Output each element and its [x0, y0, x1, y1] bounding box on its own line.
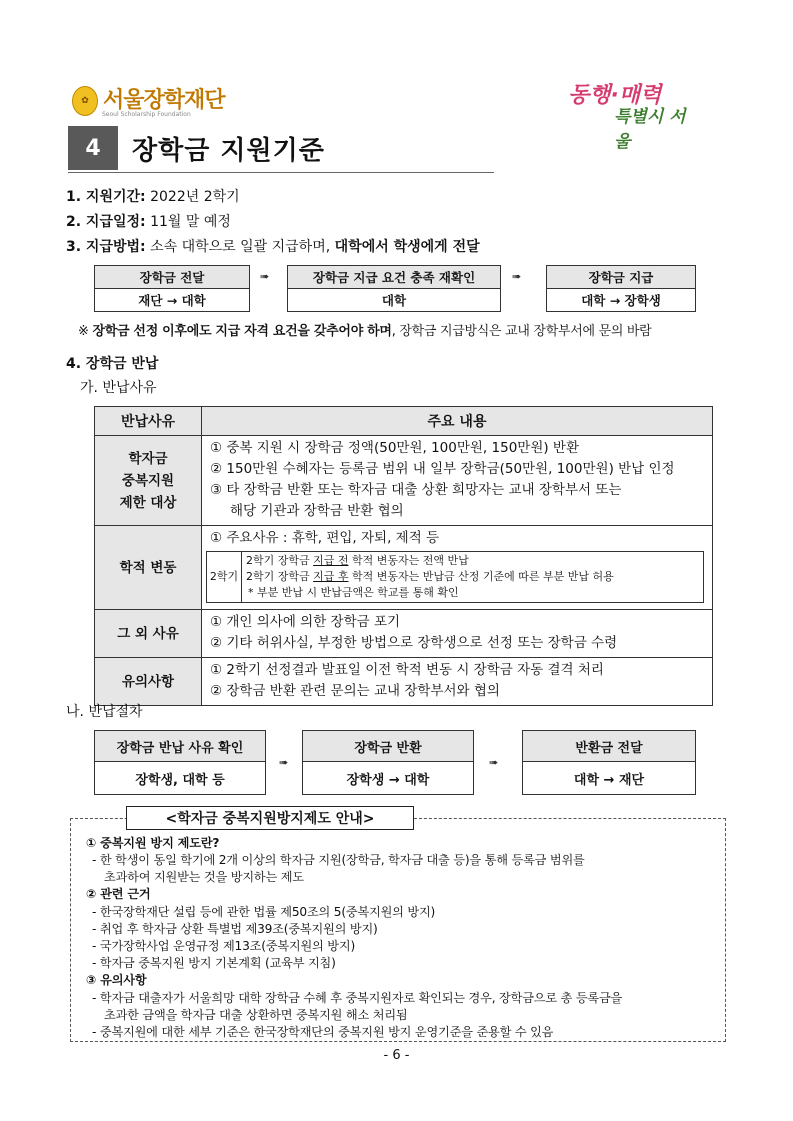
flow-arrow-icon: ➠ — [512, 270, 522, 283]
table-header-row — [95, 407, 713, 436]
content-line: ② 기타 허위사실, 부정한 방법으로 장학생으로 선정 또는 장학금 수령 — [210, 635, 618, 651]
flow2-step-1 — [94, 730, 266, 795]
notice-line: - 한 학생이 동일 학기에 2개 이상의 학자금 지원(장학금, 학자금 대출 등)을 통해 등록금 범위를 — [92, 853, 585, 867]
content-line: ② 장학금 반환 관련 문의는 교내 장학부서와 협의 — [210, 683, 500, 699]
flow-arrow-icon: ➠ — [279, 756, 289, 769]
foundation-emblem-icon: ✿ — [72, 86, 98, 116]
sub-box-text — [242, 552, 618, 602]
flow-step-title: 장학금 반환 — [303, 731, 473, 762]
flow-step-detail: 장학생, 대학 등 — [135, 772, 225, 788]
flow-step-detail: 장학생 → 대학 — [346, 772, 430, 788]
text: 학적 변동자는 전액 반납 — [348, 554, 469, 567]
text: 2학기 장학금 — [246, 570, 314, 583]
flow1-step-1 — [94, 265, 250, 312]
row-content — [202, 526, 713, 610]
item-support-period — [66, 186, 240, 206]
row-content — [202, 610, 713, 658]
underlined-text: 지급 후 — [313, 570, 349, 583]
content-line: ① 개인 의사에 의한 장학금 포기 — [210, 614, 401, 630]
refund-reason-subheading: 가. 반납사유 — [80, 380, 157, 396]
text: 2학기 장학금 — [246, 554, 314, 567]
seoul-city-logo — [568, 78, 688, 152]
sub-line — [246, 569, 614, 585]
row-content — [202, 658, 713, 706]
content-line: ① 중복 지원 시 장학금 정액(50만원, 100만원, 150만원) 반환 — [210, 440, 579, 456]
flow-step-detail: 대학 → 재단 — [573, 772, 645, 788]
item-label: 3. 지급방법: — [66, 239, 146, 255]
row-category: 그 외 사유 — [95, 610, 202, 658]
item-label: 1. 지원기간: — [66, 189, 146, 205]
notice-line: - 한국장학재단 설립 등에 관한 법률 제50조의 5(중복지원의 방지) — [92, 905, 436, 919]
table-row — [95, 658, 713, 706]
notice-line: 초과한 금액을 학자금 대출 상환하면 중복지원 해소 처리됨 — [104, 1008, 408, 1022]
row-category: 학자금 중복지원 제한 대상 — [95, 436, 202, 526]
notice-line: - 취업 후 학자금 상환 특별법 제39조(중복지원의 방지) — [92, 922, 378, 936]
notice-line: - 학자금 대출자가 서울희망 대학 장학금 수혜 후 중복지원자로 확인되는 경우, 장학금으로 총 등록금을 — [92, 991, 623, 1005]
item-value: 11월 말 예정 — [150, 214, 231, 230]
table-row — [95, 526, 713, 610]
flow-step-title: 반환금 전달 — [523, 731, 695, 762]
item-value: 2022년 2학기 — [150, 189, 240, 205]
payment-note — [78, 320, 651, 339]
row-content — [202, 436, 713, 526]
row-category: 유의사항 — [95, 658, 202, 706]
flow2-step-3 — [522, 730, 696, 795]
semester-sub-box — [206, 551, 704, 603]
content-line: 해당 기관과 장학금 반환 협의 — [230, 503, 404, 519]
flow-arrow-icon: ➠ — [260, 270, 270, 283]
page-number: - 6 - — [383, 1048, 410, 1063]
notice-title: <학자금 중복지원방지제도 안내> — [126, 806, 414, 830]
section-title: 장학금 지원기준 — [132, 136, 325, 166]
note-mark: ※ — [78, 324, 89, 339]
sub-line: * 부분 반납 시 반납금액은 학교를 통해 확인 — [248, 586, 459, 599]
flow-step-title: 장학금 지급 — [547, 266, 695, 289]
flow-step-title: 장학금 전달 — [95, 266, 249, 289]
flow2-step-2 — [302, 730, 474, 795]
notice-line: ③ 유의사항 — [86, 973, 147, 987]
notice-line: - 중복지원에 대한 세부 기준은 한국장학재단의 중복지원 방지 운영기준을 준용할 수 있음 — [92, 1025, 554, 1039]
refund-procedure-subheading: 나. 반납절차 — [66, 704, 143, 720]
content-line: ① 주요사유 : 휴학, 편입, 자퇴, 제적 등 — [210, 530, 440, 546]
text: 학적 변동자는 반납금 산정 기준에 따른 부분 반납 허용 — [348, 570, 614, 583]
section-underline — [68, 172, 494, 173]
sub-line — [246, 553, 614, 569]
table-header-cell: 반납사유 — [95, 407, 202, 436]
sub-box-label: 2학기 — [207, 552, 242, 602]
content-line: ① 2학기 선정결과 발표일 이전 학적 변동 시 장학금 자동 결격 처리 — [210, 662, 604, 678]
logo-left-sub: Seoul Scholarship Foundation — [102, 111, 191, 118]
row-category: 학적 변동 — [95, 526, 202, 610]
notice-line: - 국가장학사업 운영규정 제13조(중복지원의 방지) — [92, 939, 356, 953]
flow-step-title: 장학금 지급 요건 충족 재확인 — [288, 266, 500, 289]
note-emphasis: 장학금 선정 이후에도 지급 자격 요건을 갖추어야 하며 — [92, 324, 392, 339]
item-value-emphasis: 대학에서 학생에게 전달 — [334, 239, 480, 255]
notice-line: - 학자금 중복지원 방지 기본계획 (교육부 지침) — [92, 956, 336, 970]
flow-step-detail: 대학 — [381, 293, 407, 308]
flow-arrow-icon: ➠ — [489, 756, 499, 769]
refund-reasons-table — [94, 406, 713, 706]
item-value: 소속 대학으로 일괄 지급하며, — [150, 239, 331, 255]
table-header-cell: 주요 내용 — [202, 407, 713, 436]
seoul-scholarship-logo — [72, 84, 225, 118]
notice-line: ② 관련 근거 — [86, 887, 151, 901]
table-row — [95, 610, 713, 658]
logo-right-line1: 동행·매력 — [568, 83, 662, 108]
notice-line: 초과하여 지원받는 것을 방지하는 제도 — [104, 870, 304, 884]
flow-step-detail: 재단 → 대학 — [138, 293, 206, 308]
table-row — [95, 436, 713, 526]
refund-heading: 4. 장학금 반납 — [66, 356, 159, 372]
content-line: ③ 타 장학금 반환 또는 학자금 대출 상환 희망자는 교내 장학부서 또는 — [210, 482, 622, 498]
flow1-step-2 — [287, 265, 501, 312]
section-number: 4 — [68, 126, 118, 170]
flow-step-detail: 대학 → 장학생 — [581, 293, 661, 308]
logo-right-line2: 특별시 서울 — [614, 107, 686, 152]
item-payment-schedule — [66, 211, 231, 231]
item-label: 2. 지급일정: — [66, 214, 146, 230]
logo-left-text: 서울장학재단 — [103, 88, 225, 113]
underlined-text: 지급 전 — [313, 554, 349, 567]
item-payment-method — [66, 236, 480, 256]
notice-line: ① 중복지원 방지 제도란? — [86, 836, 220, 850]
content-line: ② 150만원 수혜자는 등록금 범위 내 일부 장학금(50만원, 100만원) 반납 인정 — [210, 461, 675, 477]
note-text: , 장학금 지급방식은 교내 장학부서에 문의 바람 — [391, 324, 652, 339]
flow1-step-3 — [546, 265, 696, 312]
flow-step-title: 장학금 반납 사유 확인 — [95, 731, 265, 762]
